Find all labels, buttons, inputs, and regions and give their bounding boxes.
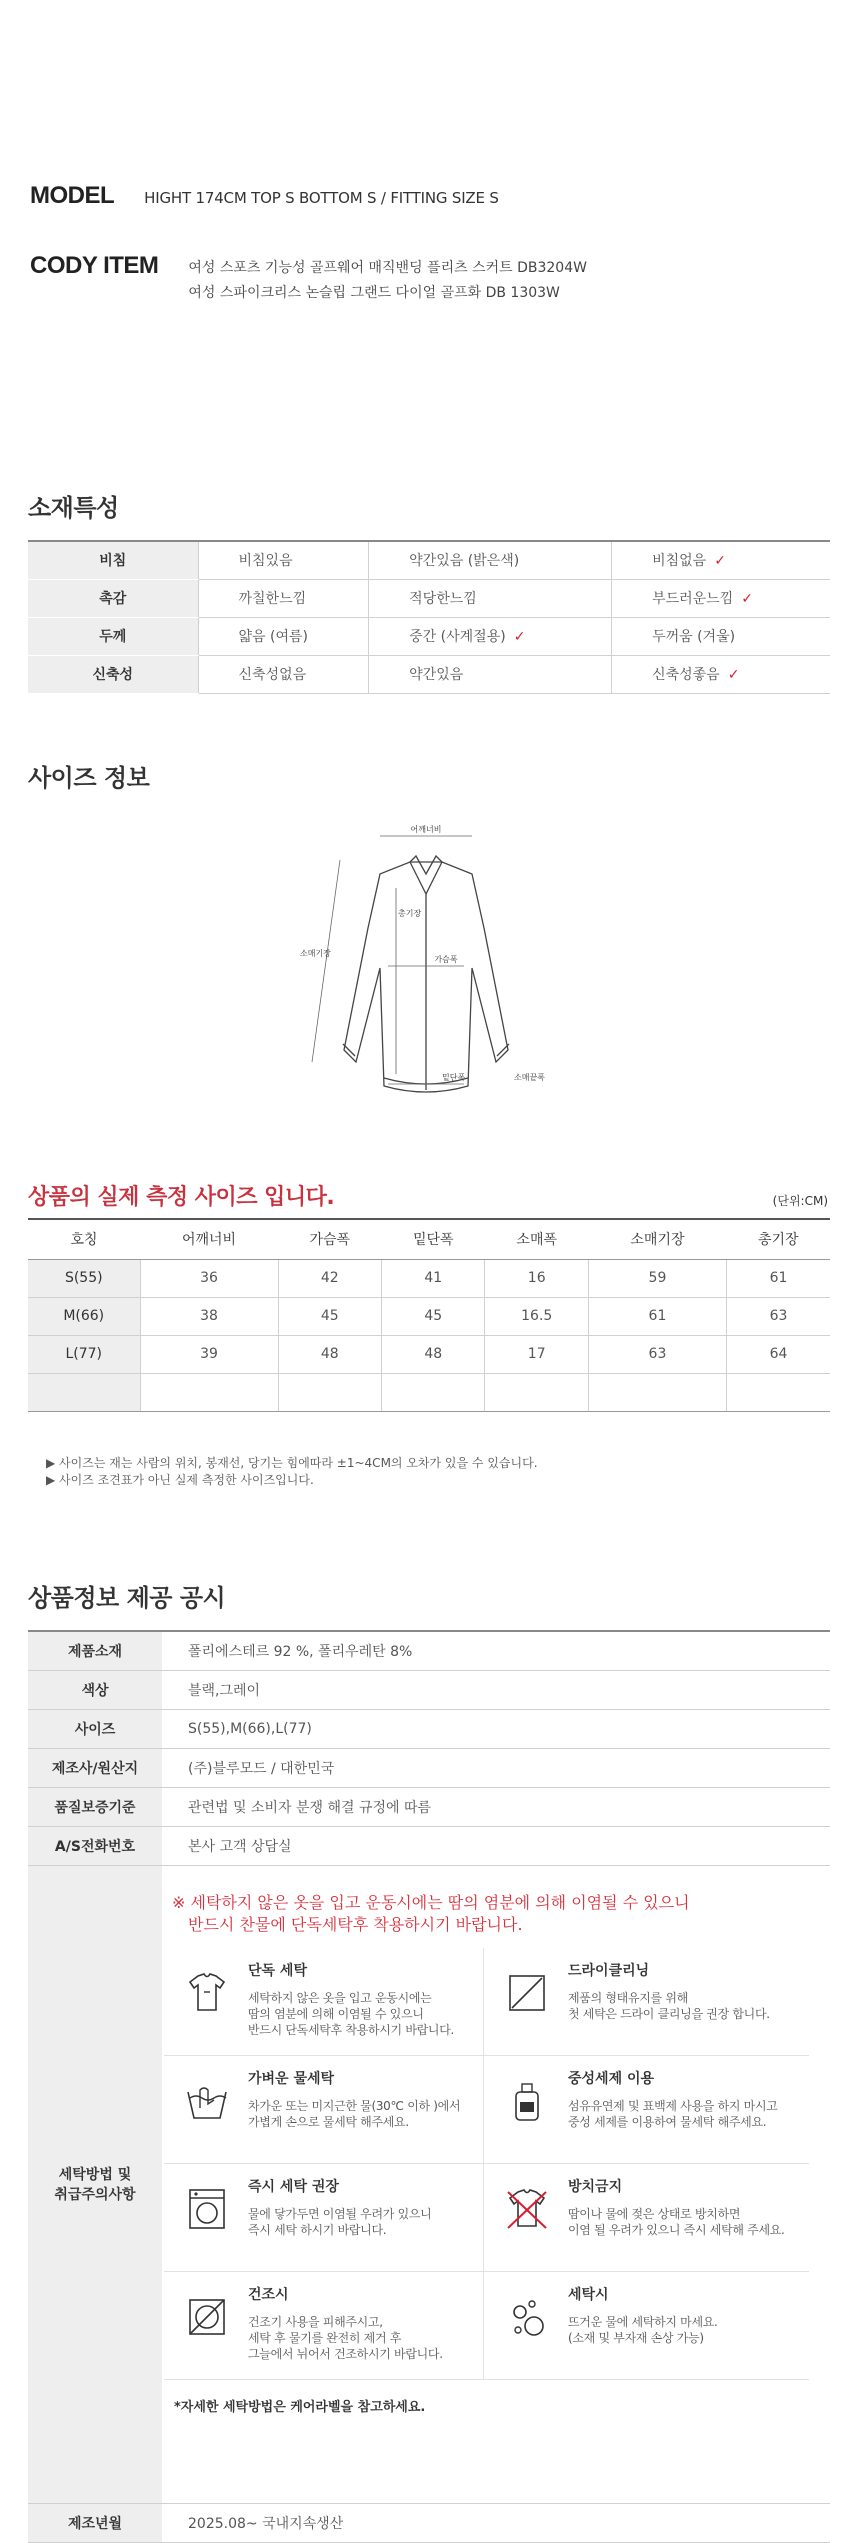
material-option-text: 두꺼움 (겨울) bbox=[652, 629, 736, 645]
care-item-title: 단독 세탁 bbox=[248, 1962, 307, 1979]
size-cell: 63 bbox=[726, 1297, 830, 1335]
care-note: *자세한 세탁방법은 케어라벨을 참고하세요. bbox=[174, 2399, 426, 2415]
material-option-text: 약간있음 (밝은색) bbox=[409, 553, 520, 570]
care-item-text bbox=[248, 2284, 443, 2379]
cody-label: CODY ITEM bbox=[30, 252, 159, 279]
size-cell: 64 bbox=[726, 1335, 830, 1373]
size-cell: 42 bbox=[278, 1259, 381, 1297]
info-label: 제조사/원산지 bbox=[28, 1748, 162, 1787]
info-label: A/S전화번호 bbox=[28, 1826, 162, 1865]
care-item bbox=[484, 1948, 809, 2056]
care-item bbox=[164, 2272, 484, 2380]
size-header-cell: 어깨너비 bbox=[140, 1219, 278, 1259]
material-label: 신축성 bbox=[28, 655, 198, 693]
care-item-desc: 물에 닿가두면 이염될 우려가 있으니 bbox=[248, 2206, 432, 2221]
care-warning bbox=[162, 1866, 830, 1936]
care-item-title: 건조시 bbox=[248, 2286, 289, 2303]
info-row bbox=[28, 2503, 830, 2542]
check-mark-icon: ✓ bbox=[714, 553, 726, 570]
size-cell bbox=[588, 1373, 726, 1411]
jacket-diagram bbox=[296, 818, 556, 1118]
product-info-table bbox=[28, 1630, 830, 2543]
size-row bbox=[28, 1373, 830, 1411]
size-cell: 61 bbox=[726, 1259, 830, 1297]
size-row bbox=[28, 1259, 830, 1297]
material-row bbox=[28, 655, 830, 693]
material-option-text: 신축성좋음 bbox=[652, 667, 720, 683]
size-cell: 61 bbox=[588, 1297, 726, 1335]
size-table-title: 상품의 실제 측정 사이즈 입니다. bbox=[28, 1185, 335, 1210]
care-item-title: 드라이클리닝 bbox=[568, 1962, 650, 1979]
care-item-text bbox=[248, 2068, 460, 2163]
care-row bbox=[28, 1865, 830, 2503]
material-option-text: 까칠한느낌 bbox=[238, 591, 307, 607]
info-row bbox=[28, 1631, 830, 1670]
care-item-title: 세탁시 bbox=[568, 2286, 609, 2303]
diagram-label-cuff: 소매끝폭 bbox=[514, 1073, 545, 1082]
info-value: (주)블루모드 / 대한민국 bbox=[162, 1748, 830, 1787]
care-item-desc: 이염 될 우려가 있으니 즉시 세탁해 주세요. bbox=[568, 2222, 785, 2237]
material-option-text: 신축성없음 bbox=[238, 667, 307, 683]
size-info-title: 사이즈 정보 bbox=[28, 764, 150, 792]
tshirt-icon bbox=[184, 1970, 230, 2016]
material-option bbox=[369, 541, 612, 579]
care-item bbox=[484, 2164, 809, 2272]
hand-wash-icon bbox=[184, 2078, 230, 2124]
size-header-cell: 소매기장 bbox=[588, 1219, 726, 1259]
care-item-text bbox=[248, 2176, 431, 2271]
size-cell: 39 bbox=[140, 1335, 278, 1373]
info-label: 제품소재 bbox=[28, 1631, 162, 1670]
size-note: ▶ 사이즈는 재는 사람의 위치, 봉재선, 당기는 힘에따라 ±1~4CM의 오차가 있을 수 있습니다. bbox=[46, 1456, 538, 1470]
material-option-text: 비침없음 bbox=[652, 553, 707, 570]
info-value: S(55),M(66),L(77) bbox=[162, 1709, 830, 1748]
info-value: 폴리에스테르 92 %, 폴리우레탄 8% bbox=[162, 1631, 830, 1670]
size-notes bbox=[46, 1455, 538, 1489]
info-value: 본사 고객 상담실 bbox=[162, 1826, 830, 1865]
material-row bbox=[28, 617, 830, 655]
care-item-desc: 세탁하지 않은 옷을 입고 운동시에는 bbox=[248, 1990, 432, 2005]
size-cell: 48 bbox=[381, 1335, 484, 1373]
care-item-desc: 가볍게 손으로 물세탁 해주세요. bbox=[248, 2114, 409, 2129]
care-item-desc: 차가운 또는 미지근한 물(30℃ 이하 )에서 bbox=[248, 2098, 461, 2113]
material-option-text: 비침있음 bbox=[238, 553, 293, 570]
size-cell: 16 bbox=[485, 1259, 588, 1297]
care-item-desc: 첫 세탁은 드라이 클리닝을 권장 합니다. bbox=[568, 2006, 770, 2021]
cody-list bbox=[188, 252, 587, 306]
material-option-text: 약간있음 bbox=[409, 667, 464, 683]
care-item-desc: 뜨거운 물에 세탁하지 마세요. bbox=[568, 2314, 718, 2329]
bubbles-icon bbox=[504, 2294, 550, 2340]
size-cell: 38 bbox=[140, 1297, 278, 1335]
check-mark-icon: ✓ bbox=[513, 629, 526, 645]
material-option bbox=[612, 541, 830, 579]
care-item-desc: 즉시 세탁 하시기 바랍니다. bbox=[248, 2222, 387, 2237]
size-cell bbox=[485, 1373, 588, 1411]
care-item-text bbox=[568, 2284, 718, 2379]
size-cell: 48 bbox=[278, 1335, 381, 1373]
size-header-cell: 밑단폭 bbox=[381, 1219, 484, 1259]
material-label: 두께 bbox=[28, 617, 198, 655]
size-cell: 59 bbox=[588, 1259, 726, 1297]
diagram-label-chest: 가슴폭 bbox=[434, 955, 458, 964]
material-label: 촉감 bbox=[28, 579, 198, 617]
size-row bbox=[28, 1335, 830, 1373]
model-text: HIGHT 174CM TOP S BOTTOM S / FITTING SIZE S bbox=[144, 189, 499, 207]
care-item-desc: 땀이나 물에 젖은 상태로 방치하면 bbox=[568, 2206, 741, 2221]
care-item-desc: (소재 및 부자재 손상 가능) bbox=[568, 2330, 704, 2345]
model-label: MODEL bbox=[30, 182, 115, 209]
no-leave-icon bbox=[504, 2186, 550, 2232]
care-item-desc: 제품의 형태유지를 위해 bbox=[568, 1990, 688, 2005]
size-header-cell: 소매폭 bbox=[485, 1219, 588, 1259]
material-row bbox=[28, 579, 830, 617]
care-item-desc: 세탁 후 물기를 완전히 제거 후 bbox=[248, 2330, 402, 2345]
size-cell: 45 bbox=[381, 1297, 484, 1335]
info-row bbox=[28, 1826, 830, 1865]
care-item-title: 중성세제 이용 bbox=[568, 2070, 655, 2087]
size-row-label: M(66) bbox=[28, 1297, 140, 1335]
washing-machine-icon bbox=[184, 2186, 230, 2232]
size-cell bbox=[140, 1373, 278, 1411]
material-option bbox=[369, 617, 612, 655]
size-cell bbox=[381, 1373, 484, 1411]
material-option bbox=[198, 617, 369, 655]
dry-clean-icon bbox=[504, 1970, 550, 2016]
info-row bbox=[28, 1787, 830, 1826]
care-item bbox=[164, 2056, 484, 2164]
material-row bbox=[28, 541, 830, 579]
info-row bbox=[28, 1670, 830, 1709]
care-item-text bbox=[568, 2176, 785, 2271]
cody-row bbox=[30, 252, 587, 306]
info-value: 관련법 및 소비자 분쟁 해결 규정에 따름 bbox=[162, 1787, 830, 1826]
care-item bbox=[164, 1948, 484, 2056]
dryer-icon bbox=[184, 2294, 230, 2340]
care-item bbox=[484, 2272, 809, 2380]
care-item-desc: 중성 세제를 이용하여 물세탁 해주세요. bbox=[568, 2114, 767, 2129]
info-value: 블랙,그레이 bbox=[162, 1670, 830, 1709]
care-item-desc: 건조기 사용을 피해주시고, bbox=[248, 2314, 383, 2329]
care-item-desc: 땀의 염분에 의해 이염될 수 있으니 bbox=[248, 2006, 424, 2021]
diagram-label-sleeve-length: 소매기장 bbox=[300, 949, 331, 958]
material-label: 비침 bbox=[28, 541, 198, 579]
size-header-cell: 호칭 bbox=[28, 1219, 140, 1259]
diagram-label-length: 총기장 bbox=[398, 909, 422, 918]
diagram-label-shoulder: 어깨너비 bbox=[410, 825, 442, 834]
material-option bbox=[612, 579, 830, 617]
size-cell: 41 bbox=[381, 1259, 484, 1297]
unit-label: (단위:CM) bbox=[772, 1194, 828, 1208]
info-row bbox=[28, 1709, 830, 1748]
material-option-text: 중간 (사계절용) bbox=[409, 629, 506, 645]
care-item bbox=[164, 2164, 484, 2272]
size-cell: 17 bbox=[485, 1335, 588, 1373]
size-cell: 63 bbox=[588, 1335, 726, 1373]
model-row bbox=[30, 182, 499, 210]
info-row bbox=[28, 1748, 830, 1787]
size-cell: 45 bbox=[278, 1297, 381, 1335]
material-option bbox=[369, 655, 612, 693]
size-row-label: L(77) bbox=[28, 1335, 140, 1373]
size-header-cell: 총기장 bbox=[726, 1219, 830, 1259]
diagram-label-hem: 밑단폭 bbox=[442, 1073, 466, 1082]
info-label: 품질보증기준 bbox=[28, 1787, 162, 1826]
size-cell: 16.5 bbox=[485, 1297, 588, 1335]
size-cell bbox=[726, 1373, 830, 1411]
check-mark-icon: ✓ bbox=[741, 591, 753, 607]
care-warning-line: 반드시 찬물에 단독세탁후 착용하시기 바랍니다. bbox=[188, 1914, 523, 1934]
care-item-title: 방치금지 bbox=[568, 2178, 623, 2195]
material-option-text: 부드러운느낌 bbox=[652, 591, 734, 607]
material-option bbox=[198, 655, 369, 693]
size-note: ▶ 사이즈 조견표가 아닌 실제 측정한 사이즈입니다. bbox=[46, 1473, 314, 1487]
material-table bbox=[28, 540, 830, 694]
care-item-title: 즉시 세탁 권장 bbox=[248, 2178, 339, 2195]
size-header-cell: 가슴폭 bbox=[278, 1219, 381, 1259]
material-option-text: 적당한느낌 bbox=[409, 591, 477, 607]
material-option bbox=[198, 579, 369, 617]
care-item-desc: 그늘에서 뉘어서 건조하시기 바랍니다. bbox=[248, 2346, 443, 2361]
product-info-title: 상품정보 제공 공시 bbox=[28, 1584, 226, 1612]
material-option-text: 얇음 (여름) bbox=[238, 629, 308, 645]
size-cell: 36 bbox=[140, 1259, 278, 1297]
care-cell bbox=[162, 1865, 830, 2503]
material-option bbox=[612, 655, 830, 693]
info-label: 제조년월 bbox=[28, 2503, 162, 2542]
detergent-icon bbox=[504, 2078, 550, 2124]
care-header bbox=[28, 1865, 162, 2503]
care-item-text bbox=[248, 1960, 454, 2055]
material-option bbox=[198, 541, 369, 579]
size-row-label bbox=[28, 1373, 140, 1411]
size-table bbox=[28, 1218, 830, 1412]
cody-item[interactable]: 여성 스파이크리스 논슬립 그랜드 다이얼 골프화 DB 1303W bbox=[188, 285, 560, 301]
care-warning-line: ※ 세탁하지 않은 옷을 입고 운동시에는 땀의 염분에 의해 이염될 수 있으니 bbox=[172, 1892, 690, 1912]
info-label: 사이즈 bbox=[28, 1709, 162, 1748]
info-value: 2025.08~ 국내지속생산 bbox=[162, 2503, 830, 2542]
size-row-label: S(55) bbox=[28, 1259, 140, 1297]
size-row bbox=[28, 1297, 830, 1335]
care-item-text bbox=[568, 1960, 770, 2055]
care-grid bbox=[164, 1948, 830, 2380]
care-header-line: 세탁방법 및 bbox=[58, 2167, 132, 2183]
care-item-desc: 반드시 단독세탁후 착용하시기 바랍니다. bbox=[248, 2022, 455, 2037]
care-item bbox=[484, 2056, 809, 2164]
care-item-title: 가벼운 물세탁 bbox=[248, 2070, 335, 2087]
check-mark-icon: ✓ bbox=[727, 667, 740, 683]
care-item-text bbox=[568, 2068, 778, 2163]
material-option bbox=[612, 617, 830, 655]
cody-item[interactable]: 여성 스포츠 기능성 골프웨어 매직밴딩 플리츠 스커트 DB3204W bbox=[188, 260, 587, 276]
material-title: 소재특성 bbox=[28, 494, 119, 522]
size-cell bbox=[278, 1373, 381, 1411]
care-item-desc: 섬유유연제 및 표백제 사용을 하지 마시고 bbox=[568, 2098, 778, 2113]
care-header-line: 취급주의사항 bbox=[54, 2187, 136, 2203]
material-option bbox=[369, 579, 612, 617]
info-label: 색상 bbox=[28, 1670, 162, 1709]
